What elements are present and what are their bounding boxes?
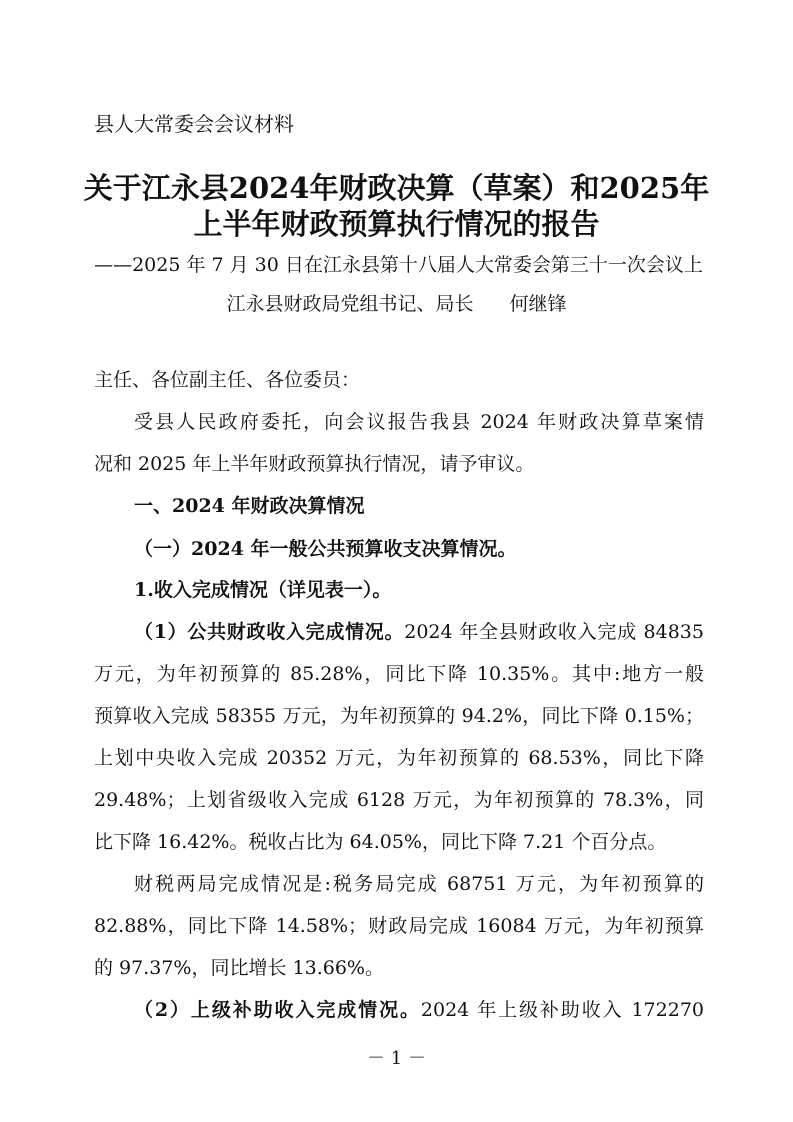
- intro-line-1: 受县人民政府委托，向会议报告我县 2024 年财政决算草案情: [134, 411, 704, 433]
- paragraph-1-heading: （1）公共财政收入完成情况。: [134, 621, 405, 643]
- section-heading-1: [134, 494, 744, 518]
- paragraph-1-line-6: 比下降 16.42%。税收占比为 64.05%，同比下降 7.21 个百分点。: [94, 831, 667, 853]
- paragraph-2-line-1: 财税两局完成情况是:税务局完成 68751 万元，为年初预算的: [134, 873, 704, 895]
- section-heading-1-text: 一、2024 年财政决算情况: [134, 495, 365, 517]
- paragraph-3-line-1: [134, 998, 704, 1022]
- report-title-line-1: 关于江永县2024年财政决算（草案）和2025年: [83, 171, 710, 205]
- paragraph-1-line-1-text: 2024 年全县财政收入完成 84835: [404, 621, 704, 643]
- subsection-heading-1: （一）2024 年一般公共预算收支决算情况。: [134, 538, 517, 560]
- paragraph-1-line-5: 29.48%；上划省级收入完成 6128 万元，为年初预算的 78.3%，同: [94, 789, 704, 811]
- salutation: 主任、各位副主任、各位委员：: [94, 369, 361, 391]
- paragraph-2-line-3: 的 97.37%，同比增长 13.66%。: [94, 957, 384, 979]
- paragraph-2-line-2: 82.88%，同比下降 14.58%；财政局完成 16084 万元，为年初预算: [94, 915, 704, 937]
- report-subtitle-meeting: ——2025 年 7 月 30 日在江永县第十八届人大常委会第三十一次会议上: [94, 254, 703, 276]
- report-subtitle-speaker: [0, 289, 793, 316]
- paragraph-3-line-1-text: 2024 年上级补助收入 172270: [420, 999, 704, 1021]
- report-title-line-2: 上半年财政预算执行情况的报告: [193, 207, 600, 241]
- page-number: － 1 －: [367, 1048, 426, 1069]
- item-heading-1: 1.收入完成情况（详见表一）。: [134, 579, 392, 601]
- meeting-material-label: 县人大常委会会议材料: [94, 112, 294, 136]
- paragraph-1-line-3: 预算收入完成 58355 万元，为年初预算的 94.2%，同比下降 0.15%；: [94, 705, 704, 727]
- speaker-role: 江永县财政局党组书记、局长: [226, 293, 474, 315]
- paragraph-1-line-1: [134, 620, 704, 644]
- paragraph-3-heading: （2）上级补助收入完成情况。: [134, 999, 421, 1021]
- intro-line-2: 况和 2025 年上半年财政预算执行情况，请予审议。: [94, 453, 535, 475]
- paragraph-1-line-4: 上划中央收入完成 20352 万元，为年初预算的 68.53%，同比下降: [94, 747, 704, 769]
- paragraph-1-line-2: 万元，为年初预算的 85.28%，同比下降 10.35%。其中:地方一般: [94, 663, 704, 685]
- speaker-name: 何继锋: [509, 293, 567, 315]
